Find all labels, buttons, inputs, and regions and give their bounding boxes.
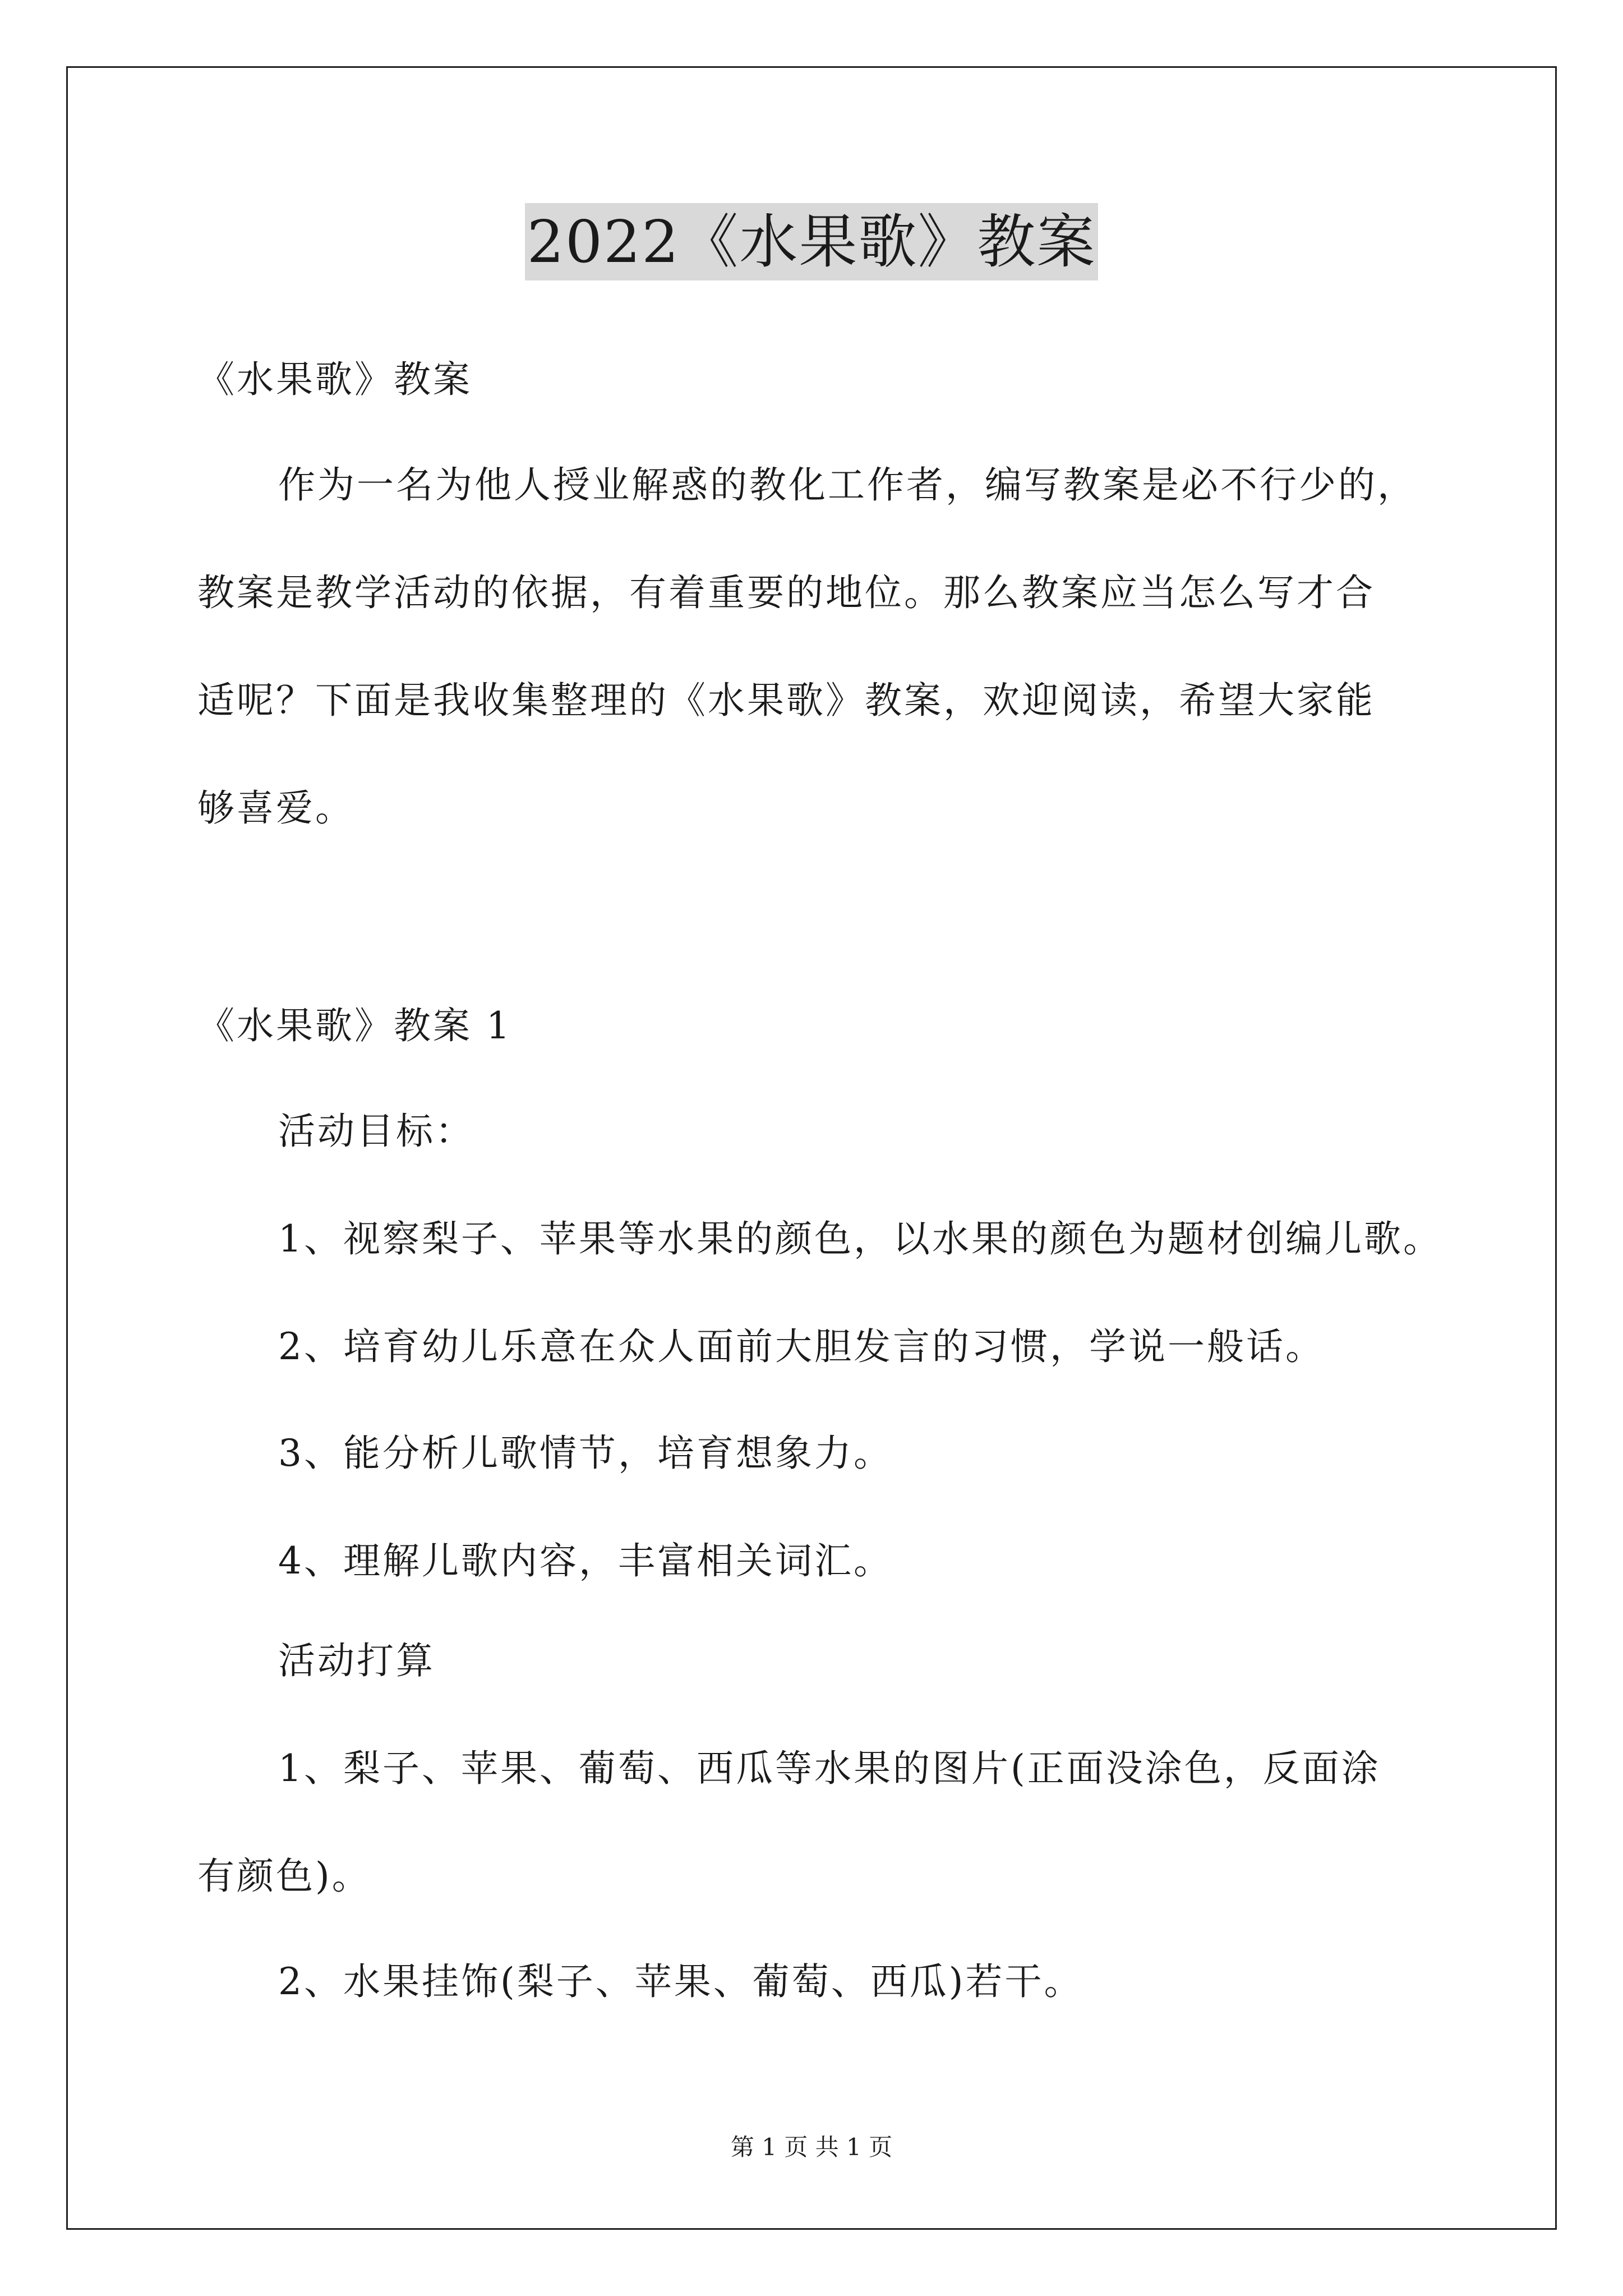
intro-line: 够喜爱。 <box>197 786 354 830</box>
goal-item: 4、理解儿歌内容，丰富相关词汇。 <box>278 1539 893 1582</box>
goals-heading: 活动目标： <box>278 1110 474 1153</box>
document-title: 2022《水果歌》教案 <box>525 203 1099 280</box>
intro-line: 适呢？下面是我收集整理的《水果歌》教案，欢迎阅读，希望大家能 <box>197 679 1375 722</box>
goal-item: 1、视察梨子、苹果等水果的颜色，以水果的颜色为题材创编儿歌。 <box>278 1217 1442 1260</box>
subtitle: 《水果歌》教案 <box>197 358 472 401</box>
prep-item: 2、水果挂饰(梨子、苹果、葡萄、西瓜)若干。 <box>278 1960 1083 2003</box>
goal-item: 2、培育幼儿乐意在众人面前大胆发言的习惯，学说一般话。 <box>278 1325 1325 1368</box>
prep-item-continuation: 有颜色)。 <box>197 1855 371 1898</box>
prep-heading: 活动打算 <box>278 1639 435 1682</box>
page-footer: 第 1 页 共 1 页 <box>730 2133 893 2161</box>
intro-line: 教案是教学活动的依据，有着重要的地位。那么教案应当怎么写才合 <box>197 571 1375 614</box>
prep-item: 1、梨子、苹果、葡萄、西瓜等水果的图片(正面没涂色，反面涂 <box>278 1747 1381 1790</box>
goal-item: 3、能分析儿歌情节，培育想象力。 <box>278 1432 893 1475</box>
title-container <box>0 203 1623 280</box>
section-heading: 《水果歌》教案 1 <box>197 1004 512 1047</box>
intro-line: 作为一名为他人授业解惑的教化工作者，编写教案是必不行少的， <box>278 463 1417 507</box>
